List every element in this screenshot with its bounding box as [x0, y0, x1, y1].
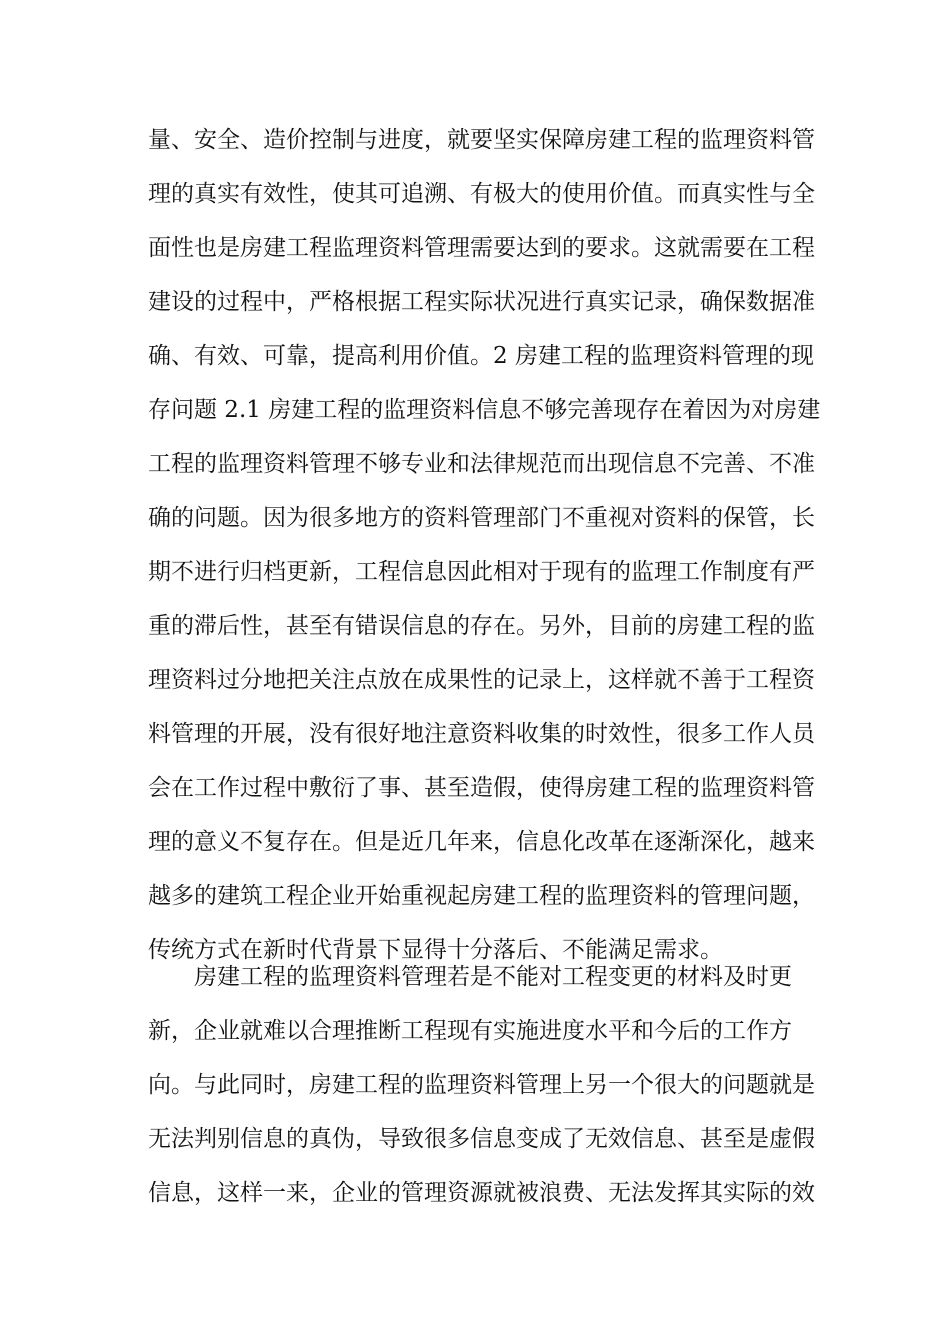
text-line: 期不进行归档更新，工程信息因此相对于现有的监理工作制度有严	[148, 559, 815, 585]
text-line: 向。与此同时，房建工程的监理资料管理上另一个很大的问题就是	[148, 1072, 815, 1098]
text-line: 理的意义不复存在。但是近几年来，信息化改革在逐渐深化，越来	[148, 829, 815, 855]
text-line: 确、有效、可靠，提高利用价值。2 房建工程的监理资料管理的现	[148, 343, 814, 369]
text-line: 重的滞后性，甚至有错误信息的存在。另外，目前的房建工程的监	[148, 613, 815, 639]
text-line: 建设的过程中，严格根据工程实际状况进行真实记录，确保数据准	[148, 289, 815, 315]
text-line: 工程的监理资料管理不够专业和法律规范而出现信息不完善、不准	[148, 451, 815, 477]
text-line: 信息，这样一来，企业的管理资源就被浪费、无法发挥其实际的效	[148, 1180, 815, 1206]
text-line: 会在工作过程中敷衍了事、甚至造假，使得房建工程的监理资料管	[148, 775, 815, 801]
text-line: 面性也是房建工程监理资料管理需要达到的要求。这就需要在工程	[148, 235, 815, 261]
paragraph-2	[148, 950, 815, 1220]
text-line-indented: 房建工程的监理资料管理若是不能对工程变更的材料及时更	[194, 964, 792, 990]
text-line: 量、安全、造价控制与进度，就要坚实保障房建工程的监理资料管	[148, 127, 815, 153]
text-line: 理资料过分地把关注点放在成果性的记录上，这样就不善于工程资	[148, 667, 815, 693]
text-line: 确的问题。因为很多地方的资料管理部门不重视对资料的保管，长	[148, 505, 815, 531]
paragraph-1	[148, 113, 821, 977]
text-line: 传统方式在新时代背景下显得十分落后、不能满足需求。	[148, 937, 723, 963]
text-line: 存问题 2.1 房建工程的监理资料信息不够完善现存在着因为对房建	[148, 397, 821, 423]
text-line: 无法判别信息的真伪，导致很多信息变成了无效信息、甚至是虚假	[148, 1126, 815, 1152]
text-line: 理的真实有效性，使其可追溯、有极大的使用价值。而真实性与全	[148, 181, 815, 207]
text-line: 越多的建筑工程企业开始重视起房建工程的监理资料的管理问题，	[148, 883, 815, 909]
text-line: 料管理的开展，没有很好地注意资料收集的时效性，很多工作人员	[148, 721, 815, 747]
text-line: 新，企业就难以合理推断工程现有实施进度水平和今后的工作方	[148, 1018, 792, 1044]
